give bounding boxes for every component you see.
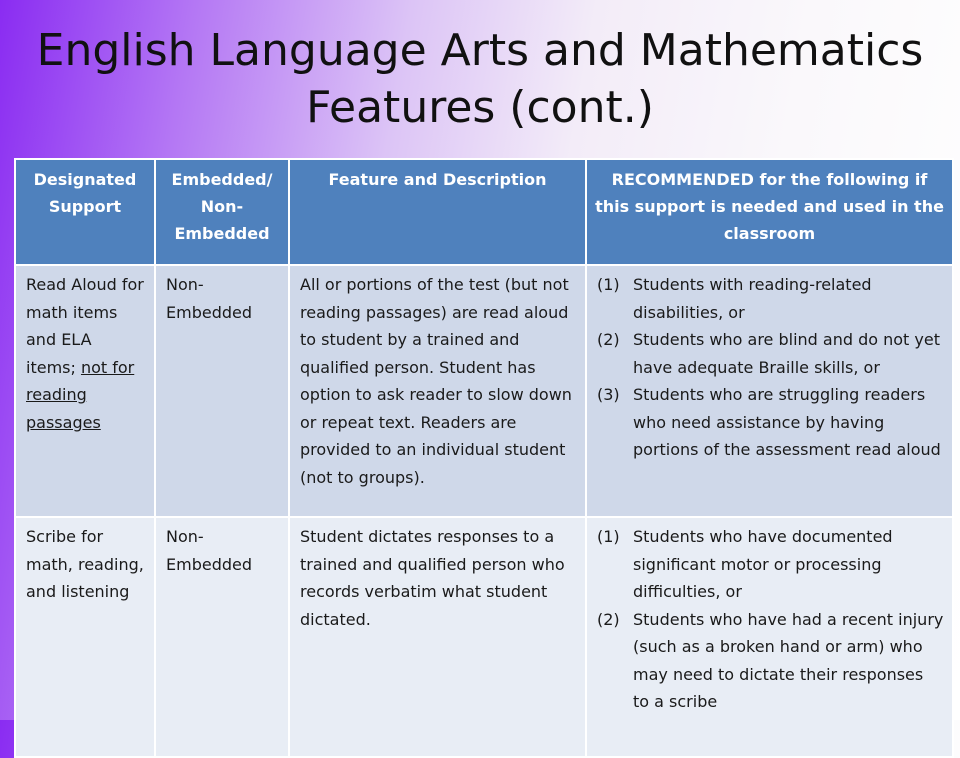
list-item: (3) Students who are struggling readers who need assistance by having portions of the assessment read aloud (597, 385, 941, 459)
slide-title-line-2: Features (cont.) (306, 82, 654, 133)
table-header-row (15, 159, 953, 265)
table-row (15, 265, 953, 517)
list-item: (1) Students with reading-related disabilities, or (597, 275, 872, 322)
recommended-list (597, 271, 944, 464)
header-recommended: RECOMMENDED for the following if this support is needed and used in the classroom (586, 159, 953, 265)
cell-description: All or portions of the test (but not reading passages) are read aloud to student by a trained and qualified person. Student has option to ask reader to slow down or repeat text. Readers are provided to an individual student (not to groups). (289, 265, 586, 517)
cell-support (15, 265, 155, 517)
recommended-list (597, 523, 944, 716)
support-text: Read Aloud for math items and ELA items; (26, 275, 144, 377)
list-item: (2) Students who have had a recent injury (such as a broken hand or arm) who may need to dictate their responses to a scribe (597, 609, 944, 711)
header-designated-support: Designated Support (15, 159, 155, 265)
support-underlined-text: not for reading passages (26, 357, 135, 432)
list-item: (1) Students who have documented significant motor or processing difficulties, or (597, 527, 893, 601)
header-embedded: Embedded/ Non-Embedded (155, 159, 289, 265)
table-row (15, 517, 953, 757)
cell-embedded: Non-Embedded (155, 517, 289, 757)
cell-support: Scribe for math, reading, and listening (15, 517, 155, 757)
header-feature-description: Feature and Description (289, 159, 586, 265)
list-item: (2) Students who are blind and do not yet have adequate Braille skills, or (597, 330, 940, 377)
cell-embedded: Non-Embedded (155, 265, 289, 517)
slide-title (0, 22, 960, 136)
cell-description: Student dictates responses to a trained and qualified person who records verbatim what student dictated. (289, 517, 586, 757)
cell-recommended (586, 517, 953, 757)
cell-recommended (586, 265, 953, 517)
slide-title-line-1: English Language Arts and Mathematics (36, 25, 924, 76)
supports-table (14, 158, 954, 758)
